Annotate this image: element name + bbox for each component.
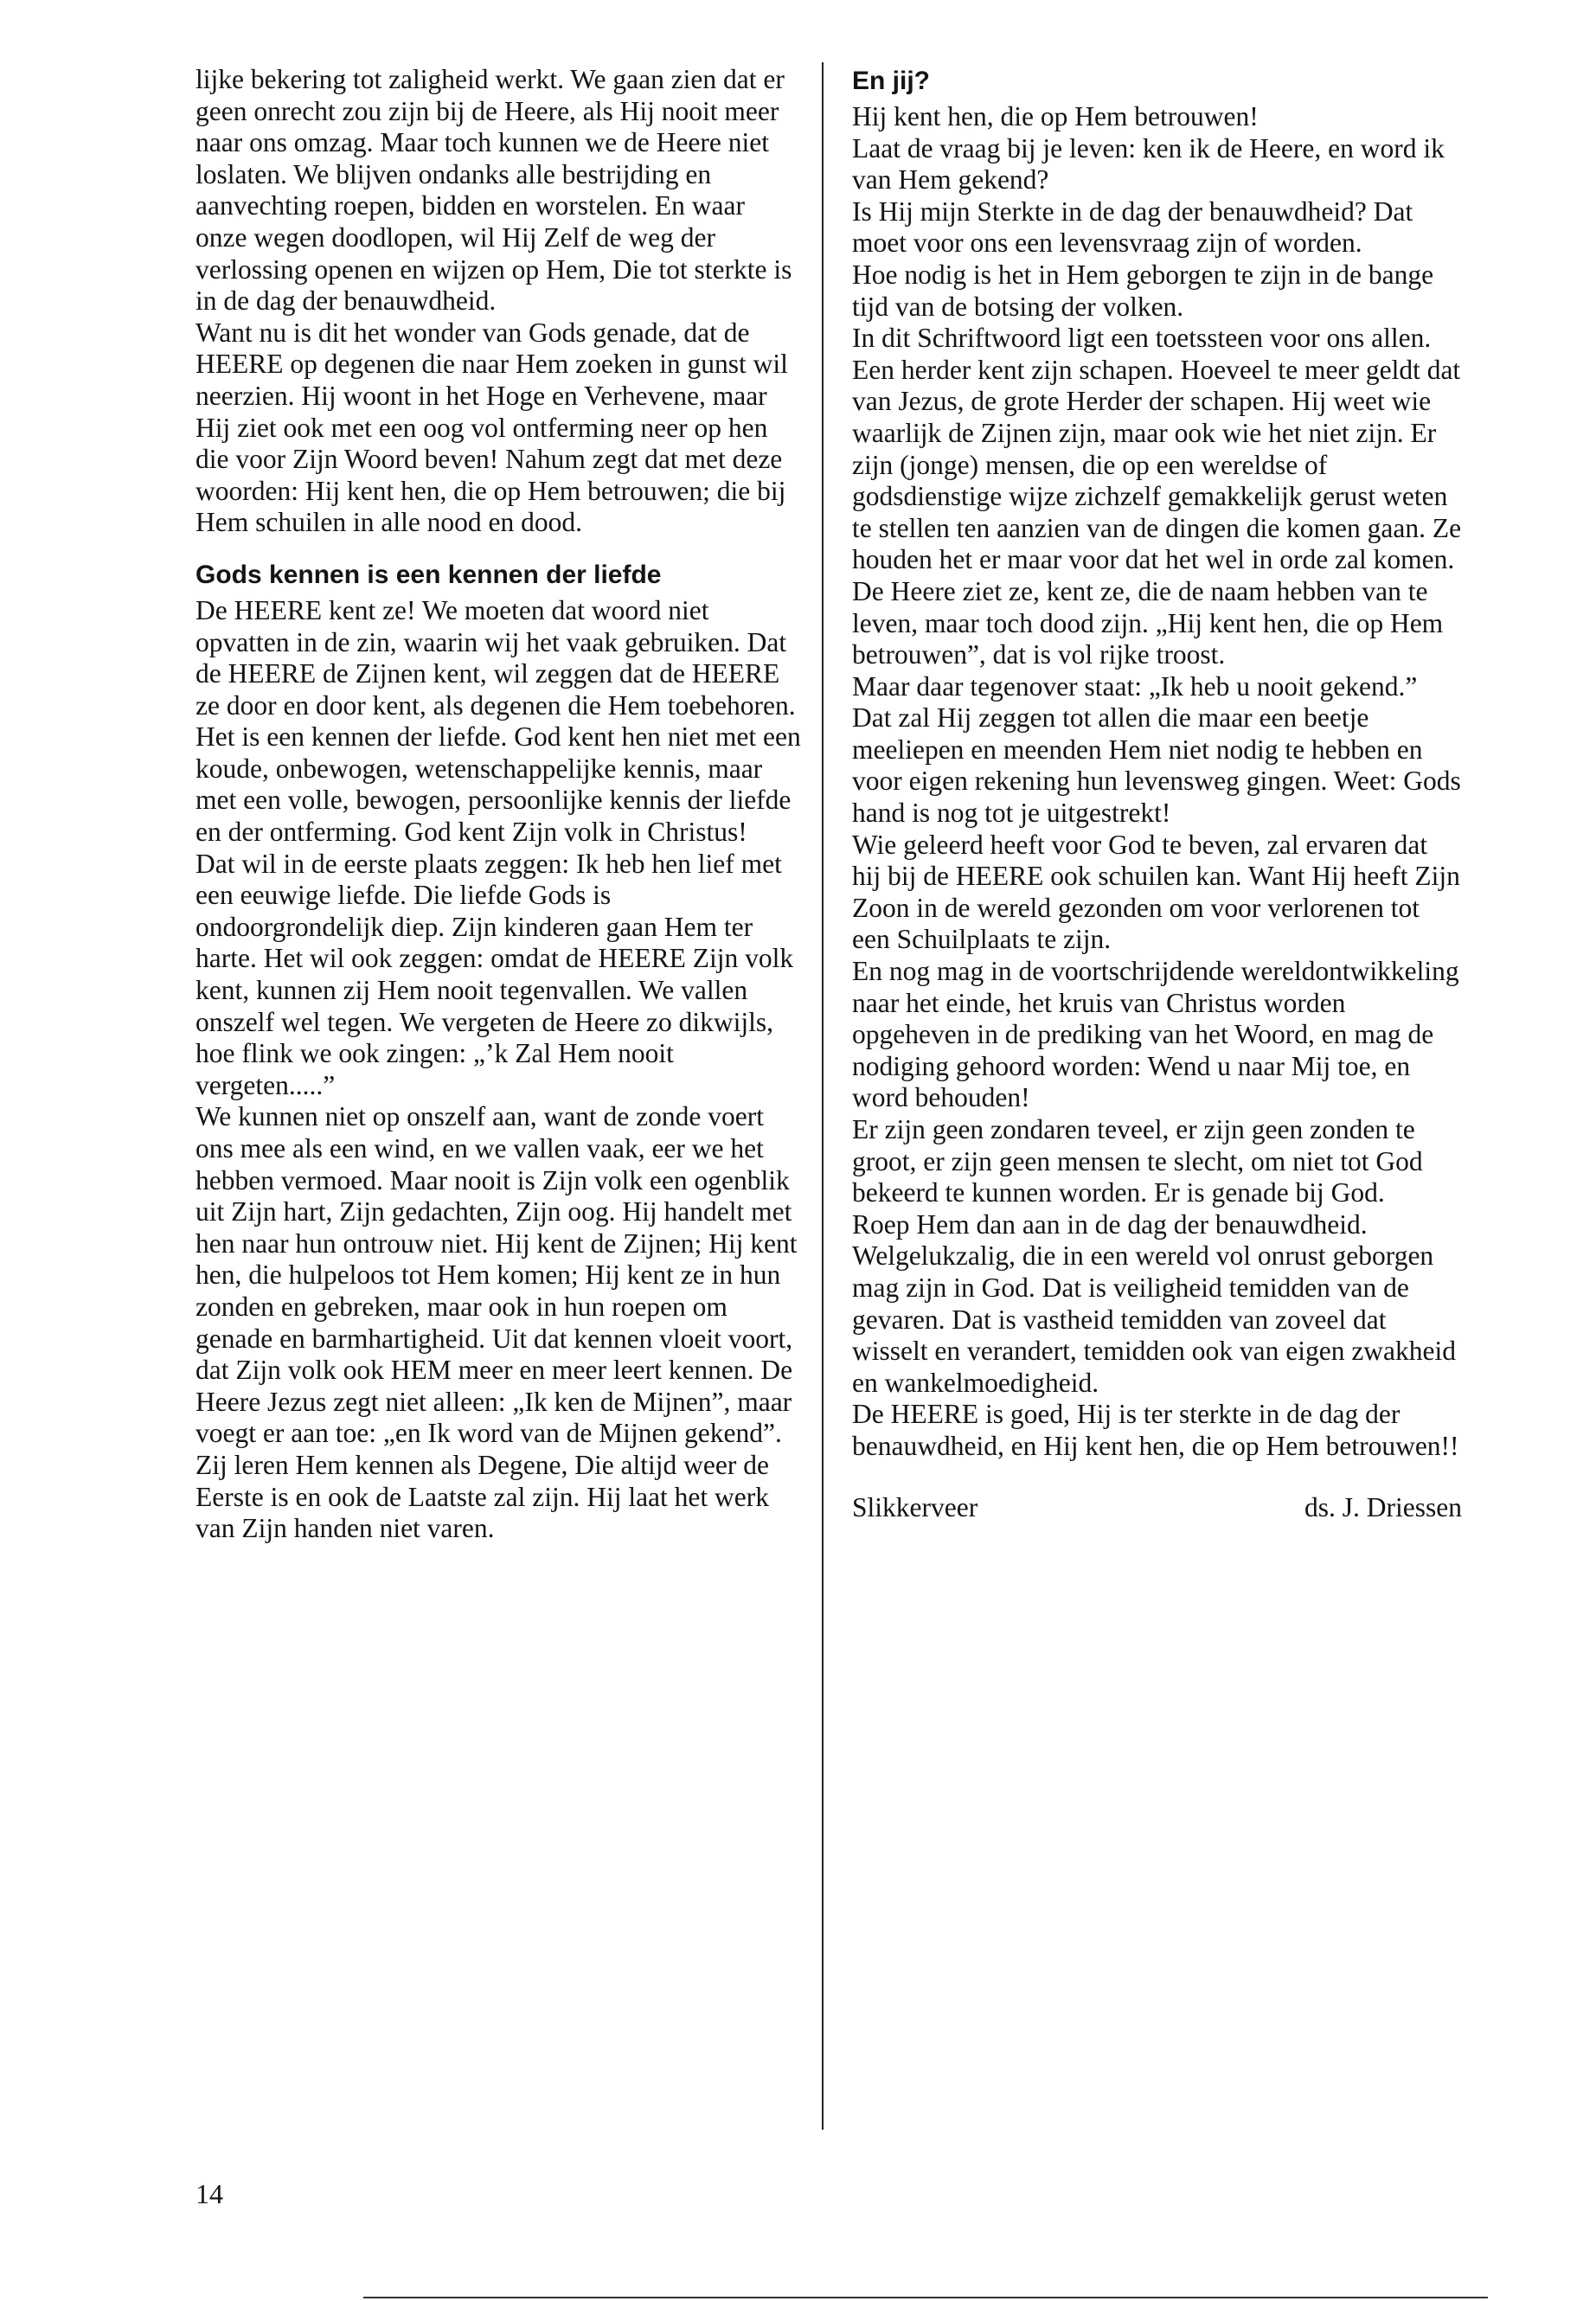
right-paragraph-7: Maar daar tegenover staat: „Ik heb u nooit gekend.” (852, 670, 1418, 702)
right-paragraph-8: Dat zal Hij zeggen tot allen die maar een beetje meeliepen en meenden Hem niet nodig te hebben en voor eigen rekening hun levensweg gingen. Weet: Gods hand is nog tot je uitgestrekt! (852, 702, 1461, 829)
right-paragraph-4: Hoe nodig is het in Hem geborgen te zijn in de bange tijd van de botsing der volken. (852, 259, 1434, 322)
section-heading-gods-kennen: Gods kennen is een kennen der liefde (195, 560, 662, 589)
right-paragraph-3: Is Hij mijn Sterkte in de dag der benauwdheid? Dat moet voor ons een levensvraag zijn of worden. (852, 195, 1413, 259)
bottom-edge-rule (363, 2297, 1488, 2298)
right-paragraph-2: Laat de vraag bij je leven: ken ik de Heere, en word ik van Hem gekend? (852, 132, 1445, 195)
right-column (852, 64, 1462, 1523)
left-paragraph-4: Dat wil in de eerste plaats zeggen: Ik heb hen lief met een eeuwige liefde. Die liefde Gods is ondoorgrondelijk diep. Zijn kinderen gaan Hem ter harte. Het wil ook zeggen: omdat de HEERE Zijn volk kent, kunnen zij Hem nooit tegenvallen. We vallen onszelf wel tegen. We vergeten de Heere zo dikwijls, hoe flink we ook zingen: „’k Zal Hem nooit vergeten.....” (195, 848, 794, 1100)
page-number: 14 (195, 2178, 223, 2209)
right-paragraph-11: Er zijn geen zondaren teveel, er zijn geen zonden te groot, er zijn geen mensen te slecht, om niet tot God bekeerd te kunnen worden. Er is genade bij God. (852, 1114, 1423, 1208)
right-paragraph-14: De HEERE is goed, Hij is ter sterkte in de dag der benauwdheid, en Hij kent hen, die op Hem betrouwen!! (852, 1399, 1459, 1461)
right-paragraph-5: In dit Schriftwoord ligt een toetssteen voor ons allen. (852, 323, 1432, 354)
right-paragraph-10: En nog mag in de voortschrijdende wereldontwikkeling naar het einde, het kruis van Christus worden opgeheven in de prediking van het Woord, en mag de nodiging gehoord worden: Wend u naar Mij toe, en word behouden! (852, 956, 1459, 1113)
left-paragraph-2: Want nu is dit het wonder van Gods genade, dat de HEERE op degenen die naar Hem zoeken in gunst wil neerzien. Hij woont in het Hoge en Verhevene, maar Hij ziet ook met een oog vol ontferming neer op hen die voor Zijn Woord beven! Nahum zegt dat met deze woorden: Hij kent hen, die op Hem betrouwen; die bij Hem schuilen in alle nood en dood. (195, 317, 788, 538)
signature-line (852, 1492, 1462, 1524)
left-column (195, 64, 801, 1545)
right-paragraph-12: Roep Hem dan aan in de dag der benauwdheid. (852, 1208, 1368, 1240)
signature-author: ds. J. Driessen (1304, 1491, 1462, 1522)
left-paragraph-1: lijke bekering tot zaligheid werkt. We gaan zien dat er geen onrecht zou zijn bij de Heere, als Hij nooit meer naar ons omzag. Maar toch kunnen we de Heere niet loslaten. We blijven ondanks alle bestrijding en aanvechting roepen, bidden en worstelen. En waar onze wegen doodlopen, wil Hij Zelf de weg der verlossing openen en wijzen op Hem, Die tot sterkte is in de dag der benauwdheid. (195, 64, 792, 317)
left-paragraph-6: Zij leren Hem kennen als Degene, Die altijd weer de Eerste is en ook de Laatste zal zijn. Hij laat het werk van Zijn handen niet varen. (195, 1449, 769, 1544)
right-paragraph-13: Welgelukzalig, die in een wereld vol onrust geborgen mag zijn in God. Dat is veiligheid temidden van de gevaren. Dat is vastheid temidden van zoveel dat wisselt en verandert, temidden ook van eigen zwakheid en wankelmoedigheid. (852, 1240, 1457, 1398)
right-paragraph-6: Een herder kent zijn schapen. Hoeveel te meer geldt dat van Jezus, de grote Herder der schapen. Hij weet wie waarlijk de Zijnen zijn, maar ook wie het niet zijn. Er zijn (jonge) mensen, die op een wereldse of godsdienstige wijze zichzelf gemakkelijk gerust weten te stellen ten aanzien van de dingen die komen gaan. Ze houden het er maar voor dat het wel in orde zal komen. De Heere ziet ze, kent ze, die de naam hebben van te leven, maar toch dood zijn. „Hij kent hen, die op Hem betrouwen”, dat is vol rijke troost. (852, 354, 1462, 670)
left-paragraph-3: De HEERE kent ze! We moeten dat woord niet opvatten in de zin, waarin wij het vaak gebruiken. Dat de HEERE de Zijnen kent, wil zeggen dat de HEERE ze door en door kent, als degenen die Hem toebehoren. Het is een kennen der liefde. God kent hen niet met een koude, onbewogen, wetenschappelijke kennis, maar met een volle, bewogen, persoonlijke kennis der liefde en der ontferming. God kent Zijn volk in Christus! (195, 594, 801, 848)
signature-place: Slikkerveer (852, 1491, 978, 1522)
section-heading-en-jij: En jij? (852, 67, 930, 95)
right-paragraph-1: Hij kent hen, die op Hem betrouwen! (852, 101, 1259, 131)
left-paragraph-5: We kunnen niet op onszelf aan, want de zonde voert ons mee als een wind, en we vallen vaak, eer we het hebben vermoed. Maar nooit is Zijn volk een ogenblik uit Zijn hart, Zijn gedachten, Zijn oog. Hij handelt met hen naar hun ontrouw niet. Hij kent de Zijnen; Hij kent hen, die hulpeloos tot Hem komen; Hij kent ze in hun zonden en gebreken, maar ook in hun roepen om genade en barmhartigheid. Uit dat kennen vloeit voort, dat Zijn volk ook HEM meer en meer leert kennen. De Heere Jezus zegt niet alleen: „Ik ken de Mijnen”, maar voegt er aan toe: „en Ik word van de Mijnen gekend”. (195, 1101, 798, 1449)
right-paragraph-9: Wie geleerd heeft voor God te beven, zal ervaren dat hij bij de HEERE ook schuilen kan. Want Hij heeft Zijn Zoon in de wereld gezonden om voor verlorenen tot een Schuilplaats te zijn. (852, 829, 1460, 955)
column-divider (822, 62, 824, 2130)
